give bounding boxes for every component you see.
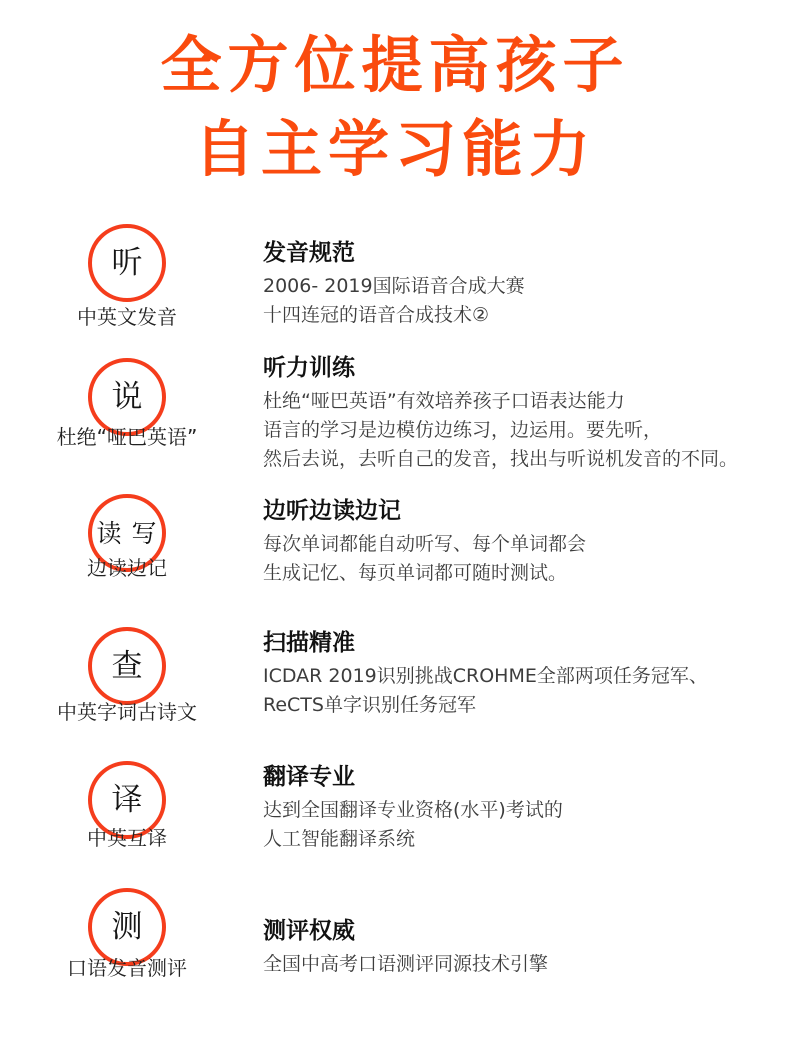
feature-listening-line: 杜绝“哑巴英语”有效培养孩子口语表达能力 <box>263 390 625 412</box>
feature-translate-line: 达到全国翻译专业资格(水平)考试的 <box>263 799 563 821</box>
feature-listening-line: 然后去说，去听自己的发音，找出与听说机发音的不同。 <box>263 448 739 470</box>
feature-assessment-line: 全国中高考口语测评同源技术引擎 <box>263 953 549 975</box>
lookup-badge-char: 查 <box>111 647 143 684</box>
read-write-badge-label: 边读边记 <box>87 556 167 580</box>
translate-badge-label: 中英互译 <box>87 826 167 850</box>
assess-badge-char: 测 <box>111 908 143 945</box>
page-title-line2: 自主学习能力 <box>193 114 596 185</box>
feature-read-memorize-line: 生成记忆、每页单词都可随时测试。 <box>263 562 568 584</box>
feature-read-memorize-line: 每次单词都能自动听写、每个单词都会 <box>263 533 587 555</box>
lookup-badge-label: 中英字词古诗文 <box>57 700 197 724</box>
feature-scan-title: 扫描精准 <box>263 630 355 656</box>
feature-scan-line: ReCTS单字识别任务冠军 <box>263 694 476 716</box>
feature-assessment <box>263 916 783 979</box>
listen-badge-label: 中英文发音 <box>77 305 177 329</box>
lookup-badge-icon <box>88 627 166 705</box>
feature-read-memorize <box>263 496 783 588</box>
page-title <box>0 24 790 192</box>
page-title-line1: 全方位提高孩子 <box>160 30 630 101</box>
read-write-badge-char: 读 写 <box>96 518 158 548</box>
feature-scan <box>263 628 783 720</box>
listen-badge-icon <box>88 224 166 302</box>
feature-read-memorize-title: 边听边读边记 <box>263 498 401 524</box>
assess-badge-icon <box>88 888 166 966</box>
feature-pronunciation-line: 十四连冠的语音合成技术② <box>263 304 490 326</box>
feature-pronunciation-line: 2006- 2019国际语音合成大赛 <box>263 275 525 297</box>
feature-scan-line: ICDAR 2019识别挑战CROHME全部两项任务冠军、 <box>263 665 708 687</box>
feature-assessment-title: 测评权威 <box>263 918 355 944</box>
feature-translate-line: 人工智能翻译系统 <box>263 828 416 850</box>
feature-translate-title: 翻译专业 <box>263 764 355 790</box>
speak-badge-char: 说 <box>111 378 143 415</box>
speak-badge-label: 杜绝“哑巴英语” <box>56 425 198 449</box>
feature-listening <box>263 353 783 474</box>
translate-badge-char: 译 <box>111 781 143 818</box>
feature-listening-line: 语言的学习是边模仿边练习，边运用。要先听， <box>263 419 663 441</box>
feature-pronunciation-title: 发音规范 <box>263 240 355 266</box>
assess-badge-label: 口语发音测评 <box>67 956 187 980</box>
feature-translate <box>263 762 783 854</box>
feature-listening-title: 听力训练 <box>263 355 355 381</box>
listen-badge-char: 听 <box>111 244 143 281</box>
feature-pronunciation <box>263 238 783 330</box>
